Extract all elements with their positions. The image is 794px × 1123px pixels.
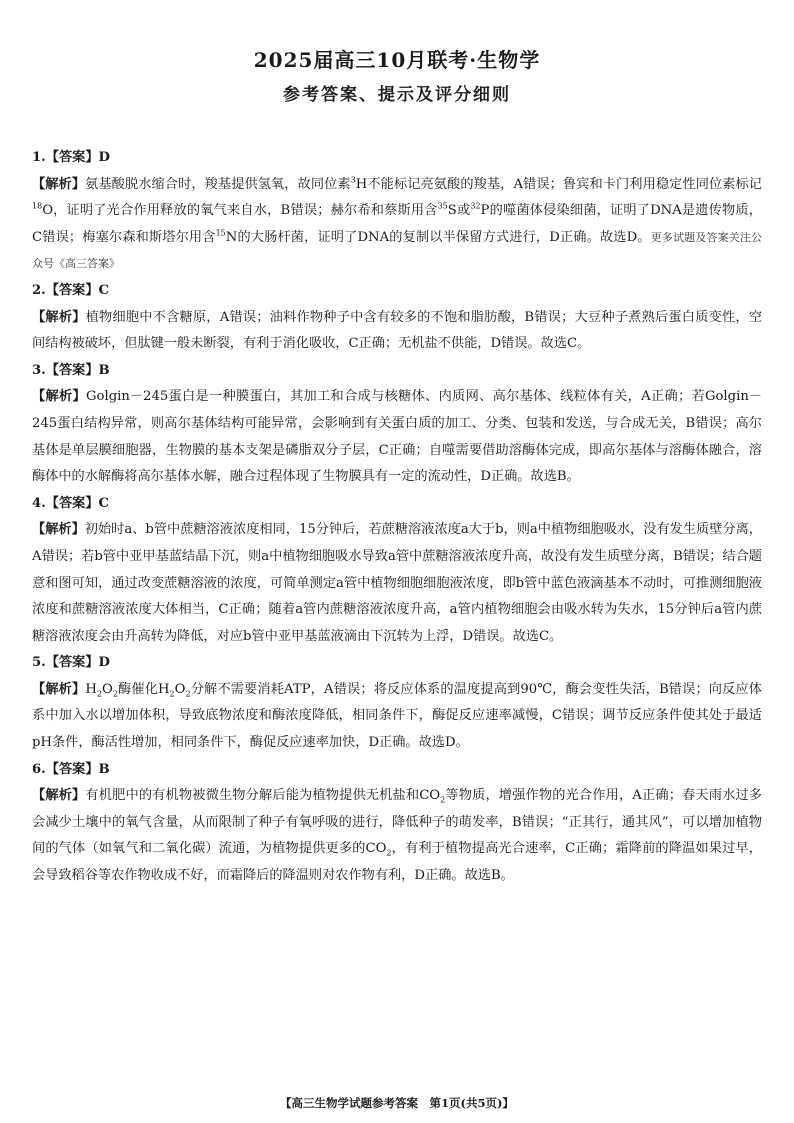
answer-value: C [98, 495, 110, 511]
question-number: 3. [32, 362, 46, 378]
question-block-6 [32, 757, 762, 890]
analysis-text: 有机肥中的有机物被微生物分解后能为植物提供无机盐和$CO_2$等物质，增强作物的光合作用，A正确；春天雨水过多会减少土壤中的氧气含量，从而限制了种子有氧呼吸的进行，降低种子的萌发率，B错误；“正其行，通其风”，可以增加植物间的气体（如氧气和二氧化碳）流通，为植物提供更多的$CO_2$，有利于植物提高光合速率，C正确；霜降前的降温如果过早，会导致稻谷等农作物收成不好，而霜降后的降温则对农作物有利，D正确。故选B。 [32, 788, 763, 884]
answer-tag: 【答案】 [45, 761, 99, 777]
question-block-3 [32, 358, 762, 491]
question-block-5 [32, 650, 762, 756]
page-title: 2025届高三10月联考·生物学 [253, 48, 541, 72]
question-block-2 [32, 278, 762, 358]
question-number: 4. [32, 495, 46, 511]
answer-line [32, 145, 762, 172]
answer-tag: 【答案】 [45, 362, 99, 378]
question-number: 1. [32, 150, 46, 165]
page-subtitle: 参考答案、提示及评分细则 [283, 85, 511, 105]
analysis-text: Golgin－245蛋白是一种膜蛋白，其加工和合成与核糖体、内质网、高尔基体、线粒体有关，A正确；若Golgin－245蛋白结构异常，则高尔基体结构可能异常，会影响到有关蛋白质的加工、分类、包装和发送，与合成无关，B错误；高尔基体是单层膜细胞器，生物膜的基本支架是磷脂双分子层，C正确；自噬需要借助溶酶体完成，即高尔基体与溶酶体融合，溶酶体中的水解酶将高尔基体水解，融合过程体现了生物膜具有一定的流动性，D正确。故选B。 [32, 389, 762, 485]
analysis-text: 植物细胞中不含糖原，A错误；油料作物种子中含有较多的不饱和脂肪酸，B错误；大豆种子煮熟后蛋白质变性，空间结构被破坏，但肽键一般未断裂，有利于消化吸收，C正确；无机盐不供能，D错误。故选C。 [32, 309, 763, 352]
answer-line [32, 491, 762, 518]
answer-list [32, 145, 762, 890]
answer-tag: 【答案】 [45, 495, 99, 511]
analysis-paragraph [32, 172, 762, 278]
answer-value: D [98, 655, 110, 671]
analysis-paragraph [32, 517, 762, 650]
answer-value: D [98, 150, 110, 165]
analysis-paragraph [32, 384, 762, 490]
answer-line [32, 358, 762, 385]
analysis-tag: 【解析】 [32, 522, 85, 538]
answer-value: B [98, 761, 110, 777]
analysis-tag: 【解析】 [32, 389, 87, 405]
answer-line [32, 278, 762, 305]
question-block-4 [32, 491, 762, 651]
analysis-tag: 【解析】 [32, 681, 86, 697]
analysis-tag: 【解析】 [32, 309, 86, 325]
answer-tag: 【答案】 [45, 150, 99, 165]
answer-value: C [98, 282, 110, 298]
answer-line [32, 757, 762, 784]
page-footer: 【高三生物学试题参考答案 第1页(共5页)】 [280, 1096, 514, 1110]
analysis-text: 氨基酸脱水缩合时，羧基提供氢氧，故同位素$^3$H不能标记亮氨酸的羧基，A错误；鲁宾和卡门利用稳定性同位素标记$^{18}$O，证明了光合作用释放的氧气来自水，B错误；赫尔希和蔡斯用含$^{35}$S或$^{32}$P的噬菌体侵染细菌，证明了DNA是遗传物质，C错误；梅塞尔森和斯塔尔用含$^{15}$N的大肠杆菌，证明了DNA的复制以半保留方式进行，D正确。故选D。 [32, 175, 762, 245]
answer-tag: 【答案】 [45, 282, 99, 298]
answer-value: B [98, 362, 110, 378]
answer-line [32, 650, 762, 677]
analysis-paragraph [32, 305, 762, 358]
analysis-text: $H_2O_2$酶催化$H_2O_2$分解不需要消耗ATP，A错误；将反应体系的温度提高到90℃，酶会变性失活，B错误；向反应体系中加入水以增加体积，导致底物浓度和酶浓度降低，相同条件下，酶促反应速率减慢，C错误；调节反应条件使其处于最适pH条件，酶活性增加，相同条件下，酶促反应速率加快，D正确。故选D。 [32, 681, 762, 751]
question-number: 5. [32, 655, 46, 671]
question-number: 2. [32, 282, 46, 298]
promo-note: 更多试题及答案关注公众号《高三答案》 [32, 230, 763, 271]
analysis-paragraph [32, 783, 762, 889]
analysis-tag: 【解析】 [32, 788, 86, 804]
question-number: 6. [32, 761, 46, 777]
answer-tag: 【答案】 [45, 655, 99, 671]
analysis-tag: 【解析】 [32, 176, 86, 192]
analysis-paragraph [32, 677, 762, 757]
question-block-1 [32, 145, 762, 278]
analysis-text: 初始时a、b管中蔗糖溶液浓度相同，15分钟后，若蔗糖溶液浓度a大于b，则a中植物细胞吸水，没有发生质壁分离，A错误；若b管中亚甲基蓝结晶下沉，则a中植物细胞吸水导致a管中蔗糖溶液浓度升高，故没有发生质壁分离，B错误；结合题意和图可知，通过改变蔗糖溶液的浓度，可简单测定a管中植物细胞细胞液浓度，即b管中蓝色液滴基本不动时，可推测细胞液浓度和蔗糖溶液浓度大体相当，C正确；随着a管内蔗糖溶液浓度升高，a管内植物细胞会由吸水转为失水，15分钟后a管内蔗糖溶液浓度会由升高转为降低，对应b管中亚甲基蓝液滴由下沉转为上浮，D错误。故选C。 [32, 522, 762, 644]
